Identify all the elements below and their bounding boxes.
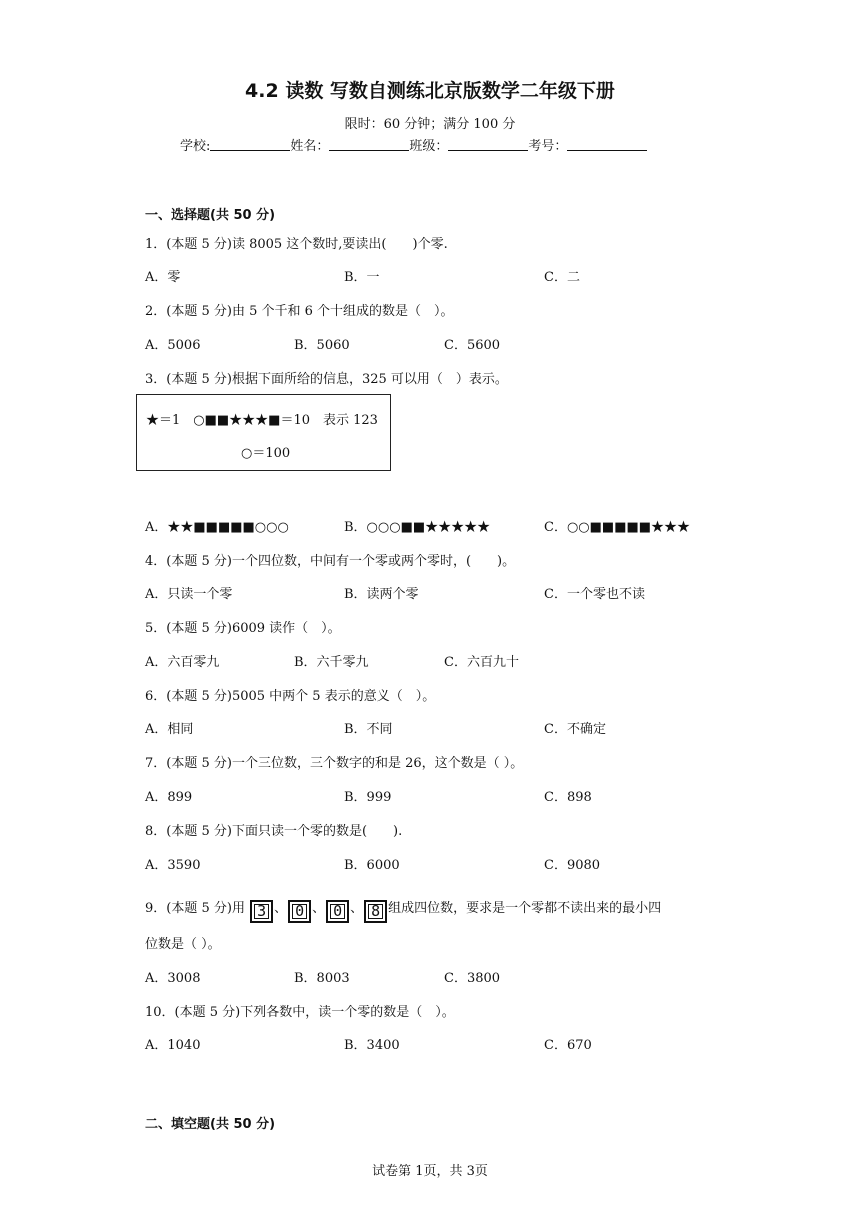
card-separator: 、 — [350, 901, 364, 916]
question-6: 6．(本题 5 分)5005 中两个 5 表示的意义（ ）。 — [145, 689, 436, 704]
q1-option-a[interactable]: A．零 — [145, 270, 181, 285]
exam-no-label: 考号： — [528, 139, 568, 154]
q3-option-c[interactable]: C．○○■■■■■★★★ — [544, 520, 691, 535]
card-separator: 、 — [274, 901, 288, 916]
q1-option-b[interactable]: B．一 — [344, 270, 380, 285]
question-4: 4．(本题 5 分)一个四位数，中间有一个零或两个零时，( )。 — [145, 554, 516, 569]
q8-option-a[interactable]: A．3590 — [145, 858, 201, 873]
q3-option-a[interactable]: A．★★■■■■■○○○ — [145, 520, 289, 535]
q9-option-c[interactable]: C．3800 — [444, 971, 501, 986]
q7-option-c[interactable]: C．898 — [544, 790, 592, 805]
q6-option-c[interactable]: C．不确定 — [544, 722, 606, 737]
digit-card-0: 0 — [326, 900, 349, 923]
q4-option-b[interactable]: B．读两个零 — [344, 587, 419, 602]
q9-stem-suffix: 组成四位数，要求是一个零都不读出来的最小四 — [388, 901, 662, 916]
q5-option-a[interactable]: A．六百零九 — [145, 655, 220, 670]
name-label: 姓名： — [290, 139, 330, 154]
class-label: 班级： — [409, 139, 449, 154]
q2-option-c[interactable]: C．5600 — [444, 338, 501, 353]
question-1: 1．(本题 5 分)读 8005 这个数时,要读出( )个零. — [145, 237, 448, 252]
q4-option-a[interactable]: A．只读一个零 — [145, 587, 233, 602]
question-9 — [145, 897, 661, 923]
q2-option-b[interactable]: B．5060 — [294, 338, 350, 353]
card-separator: 、 — [312, 901, 326, 916]
q7-option-b[interactable]: B．999 — [344, 790, 392, 805]
q10-option-c[interactable]: C．670 — [544, 1038, 592, 1053]
q6-option-a[interactable]: A．相同 — [145, 722, 194, 737]
question-2: 2．(本题 5 分)由 5 个千和 6 个十组成的数是（ ）。 — [145, 304, 454, 319]
q5-option-b[interactable]: B．六千零九 — [294, 655, 369, 670]
q10-option-b[interactable]: B．3400 — [344, 1038, 400, 1053]
digit-card-0: 0 — [288, 900, 311, 923]
student-info — [180, 135, 647, 154]
q9-option-b[interactable]: B．8003 — [294, 971, 350, 986]
q5-option-c[interactable]: C．六百九十 — [444, 655, 519, 670]
q4-option-c[interactable]: C．一个零也不读 — [544, 587, 645, 602]
legend-line-1: ★＝1 ○■■★★★■＝10 表示 123 — [146, 413, 378, 428]
q6-option-b[interactable]: B．不同 — [344, 722, 393, 737]
digit-card-3: 3 — [250, 900, 273, 923]
q8-option-c[interactable]: C．9080 — [544, 858, 601, 873]
q8-option-b[interactable]: B．6000 — [344, 858, 400, 873]
question-7: 7．(本题 5 分)一个三位数，三个数字的和是 26，这个数是（ ）。 — [145, 756, 524, 771]
q2-option-a[interactable]: A．5006 — [145, 338, 201, 353]
question-9-line-2: 位数是（ ）。 — [145, 937, 221, 952]
time-limit: 限时：60 分钟；满分 100 分 — [344, 117, 516, 132]
page-title: 4.2 读数 写数自测练北京版数学二年级下册 — [245, 80, 615, 102]
q9-option-a[interactable]: A．3008 — [145, 971, 201, 986]
q7-option-a[interactable]: A．899 — [145, 790, 193, 805]
school-blank[interactable] — [210, 138, 290, 151]
q1-option-c[interactable]: C．二 — [544, 270, 580, 285]
section-choice-title: 一、选择题(共 50 分) — [145, 208, 276, 223]
page-footer: 试卷第 1页，共 3页 — [372, 1164, 488, 1179]
school-label: 学校: — [180, 139, 211, 154]
q10-option-a[interactable]: A．1040 — [145, 1038, 201, 1053]
digit-card-8: 8 — [364, 900, 387, 923]
question-3: 3．(本题 5 分)根据下面所给的信息，325 可以用（ ）表示。 — [145, 372, 508, 387]
legend-line-2: ○＝100 — [241, 446, 291, 461]
exam-no-blank[interactable] — [567, 138, 647, 151]
section-fill-title: 二、填空题(共 50 分) — [145, 1117, 276, 1132]
q9-stem-prefix: 9．(本题 5 分)用 — [145, 901, 245, 916]
symbol-legend-box — [136, 394, 391, 471]
name-blank[interactable] — [329, 138, 409, 151]
class-blank[interactable] — [448, 138, 528, 151]
question-10: 10．(本题 5 分)下列各数中，读一个零的数是（ ）。 — [145, 1005, 455, 1020]
question-5: 5．(本题 5 分)6009 读作（ ）。 — [145, 621, 341, 636]
question-8: 8．(本题 5 分)下面只读一个零的数是( ). — [145, 824, 403, 839]
q3-option-b[interactable]: B．○○○■■★★★★★ — [344, 520, 491, 535]
